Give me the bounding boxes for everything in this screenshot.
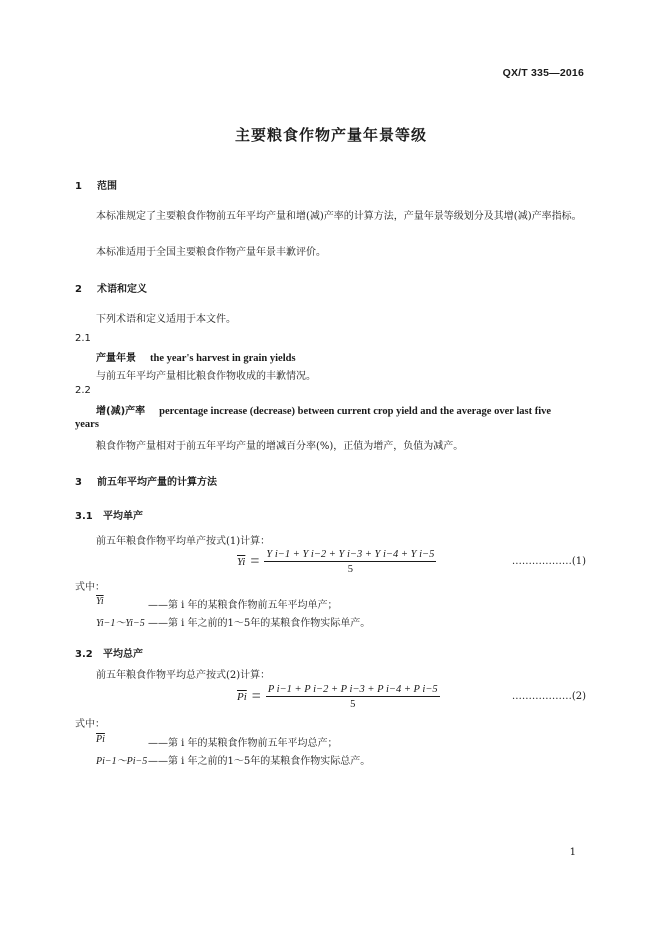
equation-number: ………………(1)	[511, 556, 586, 567]
section-number: 1	[75, 181, 82, 192]
term-number: 2.2	[75, 385, 91, 396]
standard-code: QX/T 335—2016	[502, 67, 584, 79]
section-3-heading	[75, 473, 217, 488]
fraction-denominator: 5	[350, 699, 356, 710]
term-english: the year's harvest in grain yields	[150, 353, 296, 364]
term-chinese: 增(减)产率	[96, 406, 146, 417]
fraction-numerator: P i−1 + P i−2 + P i−3 + P i−4 + P i−5	[267, 684, 438, 695]
variable-description: ——第 i 年的某粮食作物前五年平均单产；	[148, 600, 338, 611]
subsection-3-1-heading	[75, 507, 143, 522]
variable-symbol: $\overline{Yi}$	[96, 596, 104, 607]
formula-lhs: $\overline{Yi}$	[237, 556, 246, 568]
variable-description: ——第 i 年之前的1～5年的某粮食作物实际单产。	[148, 618, 371, 629]
term-english: percentage increase (decrease) between current crop yield and the average over last five	[159, 406, 552, 417]
variable-description: ——第 i 年之前的1～5年的某粮食作物实际总产。	[148, 756, 371, 767]
term-chinese: 产量年景	[96, 353, 136, 364]
variable-def	[96, 596, 338, 611]
section-title: 前五年平均产量的计算方法	[97, 477, 217, 488]
subsection-number: 3.2	[75, 649, 93, 660]
section-number: 2	[75, 284, 82, 295]
formula-1	[237, 549, 436, 575]
variable-symbol: $\overline{Pi}$	[96, 734, 105, 745]
document-title: 主要粮食作物产量年景等级	[234, 126, 427, 144]
subsection-number: 3.1	[75, 511, 93, 522]
term-definition: 与前五年平均产量相比粮食作物收成的丰歉情况。	[96, 371, 316, 382]
variable-def	[96, 752, 370, 767]
fraction	[266, 684, 440, 710]
formula-2	[237, 684, 440, 710]
scope-paragraph-1: 本标准规定了主要粮食作物前五年平均产量和增(减)产率的计算方法，产量年景等级划分及其增(减)产率指标。	[96, 211, 582, 222]
section-title: 范围	[97, 181, 117, 192]
section-number: 3	[75, 477, 82, 488]
term-number: 2.1	[75, 333, 91, 344]
term-definition: 粮食作物产量相对于前五年平均产量的增减百分率(%)，正值为增产，负值为减产。	[96, 441, 464, 452]
term-english-continued: years	[75, 419, 99, 430]
term-2-2	[96, 402, 592, 417]
page-number: 1	[569, 847, 576, 858]
section-title: 术语和定义	[97, 284, 147, 295]
fraction-denominator: 5	[347, 564, 353, 575]
subsection-title: 平均总产	[103, 649, 143, 660]
subsection-title: 平均单产	[103, 511, 143, 522]
variable-description: ——第 i 年的某粮食作物前五年平均总产；	[148, 738, 338, 749]
equals-sign: =	[251, 688, 261, 705]
fraction-numerator: Y i−1 + Y i−2 + Y i−3 + Y i−4 + Y i−5	[266, 549, 435, 560]
formula-1-intro: 前五年粮食作物平均单产按式(1)计算：	[96, 536, 271, 547]
formula-2-intro: 前五年粮食作物平均总产按式(2)计算：	[96, 670, 271, 681]
terms-intro: 下列术语和定义适用于本文件。	[96, 314, 236, 325]
equation-number: ………………(2)	[511, 691, 586, 702]
section-1-heading	[75, 177, 117, 192]
section-2-heading	[75, 280, 147, 295]
variable-symbol: Yi−1～Yi−5	[96, 618, 145, 629]
equals-sign: =	[250, 553, 260, 570]
where-label: 式中：	[75, 719, 105, 730]
scope-paragraph-2: 本标准适用于全国主要粮食作物产量年景丰歉评价。	[96, 247, 326, 258]
variable-def	[96, 734, 338, 749]
fraction	[264, 549, 436, 575]
variable-symbol: Pi−1～Pi−5	[96, 756, 148, 767]
subsection-3-2-heading	[75, 645, 143, 660]
where-label: 式中：	[75, 582, 105, 593]
variable-def	[96, 614, 370, 629]
formula-lhs: $\overline{Pi}$	[237, 691, 247, 703]
term-2-1	[96, 349, 296, 364]
